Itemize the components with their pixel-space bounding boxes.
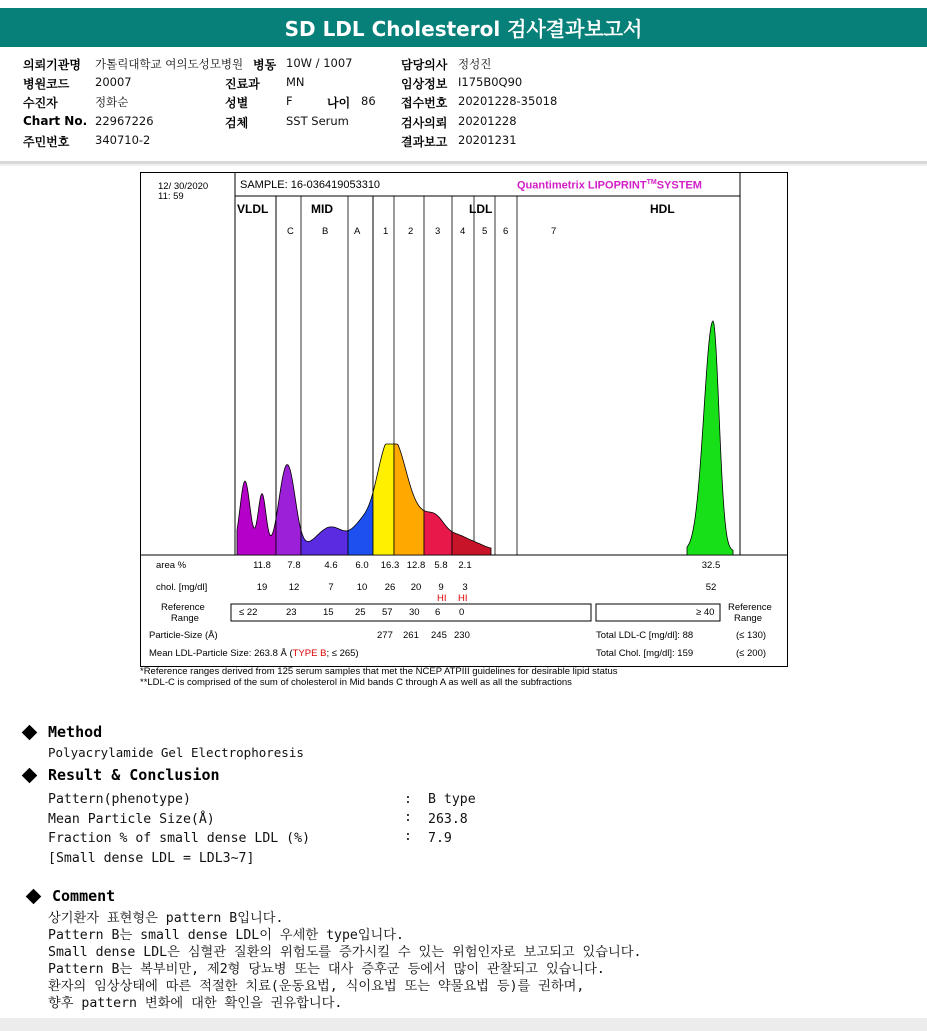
- area-value: 4.6: [324, 560, 338, 571]
- patient-value: 정화순: [95, 95, 129, 109]
- sample-id: SAMPLE: 16-036419053310: [240, 179, 381, 191]
- type-open: (: [289, 648, 293, 659]
- age-value: 86: [361, 94, 376, 108]
- doctor-value: 정성진: [458, 57, 492, 71]
- receipt-label: 접수번호: [401, 96, 448, 110]
- peak-areas: [237, 321, 733, 555]
- chol-value: 26: [384, 582, 396, 593]
- peak-mid-a: [348, 492, 373, 555]
- ref-value: 0: [459, 607, 465, 618]
- chol-value: 19: [256, 582, 268, 593]
- institution-value: 가톨릭대학교 여의도성모병원: [95, 57, 244, 71]
- band-label: 6: [503, 226, 509, 237]
- particle-size-value: 230: [454, 630, 470, 641]
- ref-value: 25: [355, 607, 366, 618]
- ref-value: 15: [323, 607, 334, 618]
- sex-value: F: [286, 94, 293, 108]
- peak-ldl-2: [394, 444, 424, 555]
- mid-header: MID: [311, 202, 333, 216]
- type-close: ; ≤ 265): [326, 648, 359, 659]
- comment-line: Pattern B는 small dense LDL이 우세한 type입니다.: [48, 928, 404, 943]
- result-sep: :: [404, 810, 412, 825]
- result-sep: :: [404, 829, 412, 844]
- area-value: 6.0: [355, 560, 369, 571]
- result-label-pattern: Pattern(phenotype): [48, 792, 191, 807]
- hdl-header: HDL: [650, 202, 675, 216]
- total-chol: Total Chol. [mg/dl]: 159: [596, 648, 694, 659]
- band-label: B: [322, 226, 329, 237]
- chol-value: 52: [705, 582, 717, 593]
- bullet-diamond-icon: [22, 768, 38, 784]
- ward-value: 10W / 1007: [286, 56, 353, 70]
- type-badge: TYPE B: [292, 648, 327, 659]
- area-value: 32.5: [701, 560, 721, 571]
- hi-flag-ldl4: HI: [458, 593, 468, 604]
- peak-ldl-1: [373, 444, 394, 555]
- id-label: 주민번호: [23, 135, 70, 149]
- brand-suffix: SYSTEM: [656, 179, 702, 192]
- comment-title: Comment: [52, 887, 116, 905]
- brand-logo: [517, 179, 702, 192]
- result-label-size: Mean Particle Size(Å): [48, 812, 215, 827]
- info-row-1: [0, 56, 927, 74]
- peak-ldl-4: [452, 532, 491, 555]
- ref-label-1: Reference: [728, 602, 772, 613]
- band-label: 2: [408, 226, 414, 237]
- band-label: 5: [482, 226, 488, 237]
- result-value-pattern: B type: [428, 792, 476, 807]
- mean-value: 263.8 Å: [254, 648, 287, 659]
- report-time: 11: 59: [158, 191, 184, 202]
- dept-value: MN: [286, 75, 305, 89]
- comment-line: 향후 pattern 변화에 대한 확인을 권유합니다.: [48, 996, 343, 1011]
- id-value: 340710-2: [95, 133, 151, 147]
- chol-value: 7: [328, 582, 334, 593]
- particle-size-value: 261: [403, 630, 419, 641]
- area-value: 7.8: [287, 560, 301, 571]
- age-label: 나이: [327, 96, 351, 110]
- clinical-label: 임상정보: [401, 77, 448, 91]
- clinical-value: I175B0Q90: [458, 75, 523, 89]
- chol-value: 10: [356, 582, 368, 593]
- info-row-4: [0, 114, 927, 132]
- result-label-fraction: Fraction % of small dense LDL (%): [48, 831, 311, 846]
- chol-label: chol. [mg/dl]: [156, 582, 208, 593]
- request-value: 20201228: [458, 114, 517, 128]
- peak-vldl: [237, 481, 276, 555]
- chart-no-label: Chart No.: [23, 114, 88, 128]
- info-row-5: [0, 133, 927, 151]
- ref-label-2: Range: [170, 613, 199, 624]
- specimen-label: 검체: [225, 116, 249, 130]
- dept-label: 진료과: [225, 77, 260, 91]
- mean-label: Mean LDL-Particle Size:: [149, 648, 252, 659]
- chol-value: 12: [288, 582, 300, 593]
- vldl-header: VLDL: [237, 202, 269, 216]
- lipoprint-report: [140, 172, 788, 667]
- chol-value: 3: [462, 582, 468, 593]
- comment-line: Pattern B는 복부비만, 제2형 당뇨병 또는 대사 증후군 등에서 많이 관찰되고 있습니다.: [48, 962, 605, 977]
- ref-label-2: Range: [734, 613, 762, 624]
- ref-value: 57: [382, 607, 393, 618]
- ref-value: 6: [435, 607, 441, 618]
- total-chol-ref: (≤ 200): [736, 648, 767, 659]
- band-label: 1: [383, 226, 389, 237]
- method-text: Polyacrylamide Gel Electrophoresis: [48, 745, 304, 760]
- total-ldl-ref: (≤ 130): [736, 630, 767, 641]
- bottom-strip: [0, 1018, 927, 1031]
- receipt-value: 20201228-35018: [458, 94, 558, 108]
- ldl-header: LDL: [469, 202, 493, 216]
- report-date-label: 결과보고: [401, 135, 448, 149]
- band-label: 3: [435, 226, 441, 237]
- particle-size-value: 245: [431, 630, 447, 641]
- patient-info: [0, 53, 927, 161]
- mean-particle-label: [149, 648, 359, 659]
- comment-line: 환자의 임상상태에 따른 적절한 치료(운동요법, 식이요법 또는 약물요법 등)를 권하며,: [48, 979, 585, 994]
- band-label: A: [354, 226, 361, 237]
- hi-flag-ldl3: HI: [437, 593, 447, 604]
- sex-label: 성별: [225, 96, 249, 110]
- area-label: area %: [156, 560, 187, 571]
- institution-label: 의뢰기관명: [23, 58, 81, 72]
- report-date-value: 20201231: [458, 133, 517, 147]
- result-note: [Small dense LDL = LDL3~7]: [48, 851, 255, 866]
- comment-line: Small dense LDL은 심혈관 질환의 위험도를 증가시킬 수 있는 위험인자로 보고되고 있습니다.: [48, 945, 642, 960]
- total-ldl: Total LDL-C [mg/dl]: 88: [596, 630, 694, 641]
- hospital-code-value: 20007: [95, 75, 132, 89]
- peak-mid-c: [276, 465, 301, 555]
- chart-no-value: 22967226: [95, 114, 154, 128]
- particle-size-label: Particle-Size (Å): [149, 630, 218, 641]
- band-label: 4: [460, 226, 466, 237]
- info-row-2: [0, 75, 927, 93]
- footnote-1: *Reference ranges derived from 125 serum samples that met the NCEP ATPIII guidelines for desirable lipid status: [140, 666, 618, 677]
- comment-line: 상기환자 표현형은 pattern B입니다.: [48, 911, 284, 926]
- peak-mid-b: [301, 527, 348, 555]
- ref-value: 23: [286, 607, 297, 618]
- area-value: 2.1: [458, 560, 472, 571]
- ward-label: 병동: [253, 58, 277, 72]
- area-value: 11.8: [253, 560, 271, 571]
- patient-label: 수진자: [23, 96, 58, 110]
- result-value-size: 263.8: [428, 812, 468, 827]
- bullet-diamond-icon: [22, 725, 38, 741]
- result-value-fraction: 7.9: [428, 831, 452, 846]
- band-label: C: [287, 226, 294, 237]
- specimen-value: SST Serum: [286, 114, 349, 128]
- brand-tm: TM: [646, 179, 657, 186]
- report-title: SD LDL Cholesterol 검사결과보고서: [0, 8, 927, 47]
- band-label: 7: [551, 226, 557, 237]
- ref-label-right: [728, 602, 772, 624]
- request-label: 검사의뢰: [401, 116, 448, 130]
- doctor-label: 담당의사: [401, 58, 448, 72]
- ref-label-1: Reference: [161, 602, 205, 613]
- result-sep: :: [404, 792, 412, 807]
- ref-value: 30: [409, 607, 420, 618]
- report-date: 12/ 30/2020: [158, 181, 209, 192]
- chol-value: 20: [410, 582, 422, 593]
- area-value: 16.3: [380, 560, 400, 571]
- ref-label-left: [161, 602, 205, 624]
- area-value: 5.8: [434, 560, 448, 571]
- particle-size-value: 277: [377, 630, 393, 641]
- bullet-diamond-icon: [26, 889, 42, 905]
- ref-value: ≥ 40: [696, 607, 715, 618]
- chol-value: 9: [438, 582, 444, 593]
- peak-ldl-3: [424, 511, 452, 555]
- band-separators: [276, 196, 740, 555]
- ref-value: ≤ 22: [239, 607, 258, 618]
- result-title: Result & Conclusion: [48, 766, 220, 784]
- info-row-3: [0, 94, 927, 112]
- area-value: 12.8: [406, 560, 426, 571]
- peak-hdl: [687, 321, 733, 555]
- brand-name: Quantimetrix LIPOPRINT: [517, 179, 647, 192]
- divider: [0, 164, 927, 166]
- footnotes: [140, 666, 840, 688]
- method-title: Method: [48, 723, 103, 741]
- hospital-code-label: 병원코드: [23, 77, 70, 91]
- footnote-2: **LDL-C is comprised of the sum of cholesterol in Mid bands C through A as well as all the subfractions: [140, 677, 572, 688]
